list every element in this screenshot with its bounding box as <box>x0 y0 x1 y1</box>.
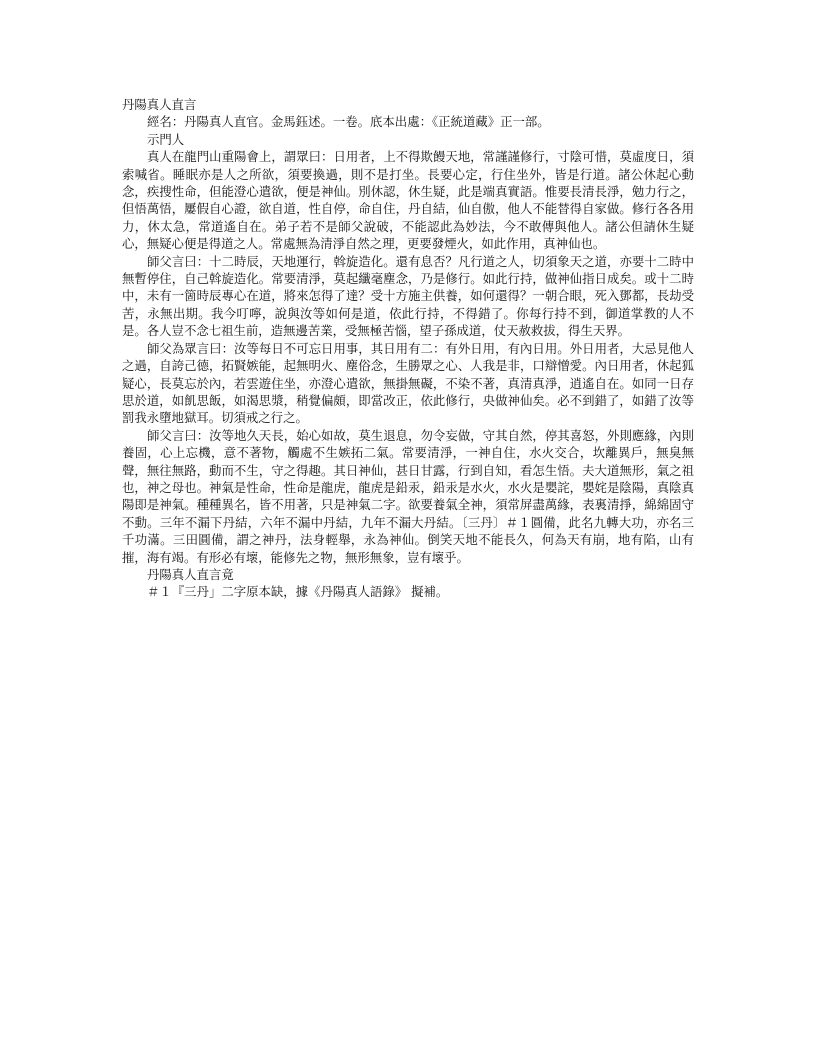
closing-line: 丹陽真人直言竟 <box>147 566 234 582</box>
paragraph: 真人在龍門山重陽會上，謂眾曰：日用者，上不得欺饅天地，常謹謹修行，寸陰可惜，莫虛度日，須索喊省。睡眠亦是人之所欲，須要換過，則不是打坐。長要心定，行住坐外，皆是行道。諸公休起心動念，疾搜性命，但能澄心遣欲，便是神仙。別休認，休生疑，此是端真實語。惟要長清長淨，勉力行之，但悟萬悟，屢假自心證，欲自道，性自停，命自住，丹自結，仙自傲，他人不能替得自家做。修行各各用力，休太急，常道遙自在。弟子若不是師父說破，不能認此為妙法，今不敢傳與他人。諸公但請休生疑心，無疑心便是得道之人。常處無為清淨自然之理，更要發煙火，如此作用，真神仙也。 <box>122 149 694 252</box>
paragraph: 師父言曰：汝等地久天長，始心如故，莫生退息，勿令妄做，守其自然，停其喜怒，外則應緣，內則養固，心上忘機，意不著物，觸處不生嫉拓二氣。常要清淨，一神自住，水火交合，坎離異戶，無臭無聲，無往無路，動而不生，守之得趣。其日神仙，甚日甘露，行到自知，看怎生悟。夫大道無形，氣之祖也，神之母也。神氣是性命，性命是龍虎，龍虎是鉛汞，鉛汞是水火，水火是嬰詫，嬰姹是陰陽，真陰真陽即是神氣。種種異名，皆不用著，只是神氣二字。欲要養氣全神，須常屏盡萬緣，表裏清掙，綿綿固守不動。三年不漏下丹結，六年不漏中丹結，九年不漏大丹結。〔三丹〕＃１圓備，此名九轉大功，亦名三千功滿。三田圓備，謂之神丹，法身輕舉，永為神仙。倒笑天地不能長久，何為天有崩，地有陷，山有摧，海有竭。有形必有壞，能修先之物，無形無象，豈有壞乎。 <box>122 427 694 565</box>
footnote: ＃１『三丹」二字原本缺，據《丹陽真人語錄》 擬補。 <box>147 584 449 600</box>
document-title: 丹陽真人直言 <box>122 97 197 112</box>
document-page <box>122 96 694 601</box>
section-heading: 示門人 <box>147 131 185 147</box>
document-meta: 經名：丹陽真人直官。金馬鈺述。一卷。底本出處：《正統道藏》正一部。 <box>147 114 550 130</box>
paragraph: 師父為眾言曰：汝等每日不可忘日用事，其日用有二：有外日用，有內日用。外日用者，大忌見他人之過，自誇己德，拓賢嫉能，起無明火、塵俗念，生勝眾之心、人我是非，口辯憎愛。內日用者，休起狐疑心，長莫忘於內，若雲遊住坐，亦澄心遣欲，無掛無礙，不染不著，真清真淨，逍遙自在。如同一日存思於道，如飢思飯，如渴思漿，稍覺偏頗，即當改正，依此修行，央做神仙矣。必不到錯了，如錯了汝等罰我永墮地獄耳。切須戒之行之。 <box>122 340 694 426</box>
paragraph: 師父言曰：十二時辰，天地運行，斡旋造化。還有息否？凡行道之人，切須象天之道，亦要十二時中無暫停住，自己斡旋造化。常要清淨，莫起纖毫塵念，乃是修行。如此行持，做神仙指日成矣。或十二時中，未有一箇時辰專心在道，將來怎得了達？受十方施主供養，如何還得？一朝合眼，死入鄧都，長劫受苦，永無出期。我今叮嚀，說與汝等如何是道，依此行持，不得錯了。你每行持不到，御道掌教的人不是。各人豈不念七祖生前，造無邊苦業，受無極苦惱，望子孫成道，仗天赦救拔，得生天界。 <box>122 253 694 339</box>
